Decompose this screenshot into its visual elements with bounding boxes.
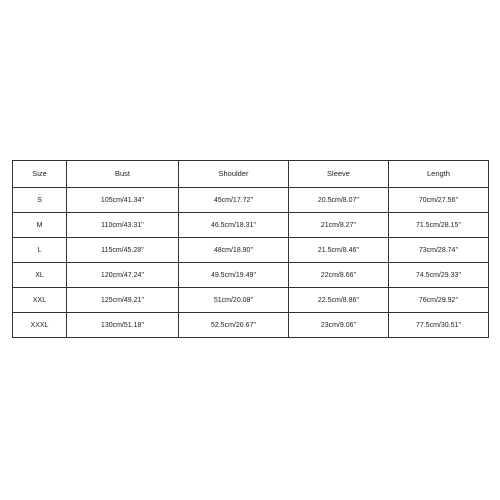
cell-bust: 130cm/51.18''	[67, 313, 179, 338]
cell-size: M	[13, 213, 67, 238]
table-row	[13, 263, 489, 288]
cell-bust: 125cm/49.21''	[67, 288, 179, 313]
cell-sleeve: 20.5cm/8.07''	[289, 188, 389, 213]
cell-bust: 115cm/45.28''	[67, 238, 179, 263]
cell-length: 70cm/27.56''	[389, 188, 489, 213]
cell-length: 71.5cm/28.15''	[389, 213, 489, 238]
header-sleeve: Sleeve	[289, 161, 389, 188]
table-row	[13, 213, 489, 238]
cell-shoulder: 49.5cm/19.49''	[179, 263, 289, 288]
cell-length: 76cm/29.92''	[389, 288, 489, 313]
cell-bust: 110cm/43.31''	[67, 213, 179, 238]
cell-shoulder: 48cm/18.90''	[179, 238, 289, 263]
cell-sleeve: 22.5cm/8.86''	[289, 288, 389, 313]
table-row	[13, 188, 489, 213]
cell-size: XL	[13, 263, 67, 288]
cell-shoulder: 45cm/17.72''	[179, 188, 289, 213]
cell-sleeve: 22cm/8.66''	[289, 263, 389, 288]
cell-shoulder: 46.5cm/18.31''	[179, 213, 289, 238]
cell-size: XXXL	[13, 313, 67, 338]
cell-size: S	[13, 188, 67, 213]
header-length: Length	[389, 161, 489, 188]
cell-bust: 105cm/41.34''	[67, 188, 179, 213]
header-size: Size	[13, 161, 67, 188]
cell-size: L	[13, 238, 67, 263]
cell-shoulder: 52.5cm/20.67''	[179, 313, 289, 338]
cell-length: 73cm/28.74''	[389, 238, 489, 263]
cell-sleeve: 23cm/9.06''	[289, 313, 389, 338]
cell-shoulder: 51cm/20.08''	[179, 288, 289, 313]
header-bust: Bust	[67, 161, 179, 188]
table-row	[13, 238, 489, 263]
cell-bust: 120cm/47.24''	[67, 263, 179, 288]
cell-sleeve: 21.5cm/8.46''	[289, 238, 389, 263]
size-chart-table	[12, 160, 489, 338]
table-row	[13, 313, 489, 338]
table-row	[13, 288, 489, 313]
table-header-row	[13, 161, 489, 188]
cell-length: 74.5cm/29.33''	[389, 263, 489, 288]
header-shoulder: Shoulder	[179, 161, 289, 188]
cell-size: XXL	[13, 288, 67, 313]
cell-length: 77.5cm/30.51''	[389, 313, 489, 338]
cell-sleeve: 21cm/8.27''	[289, 213, 389, 238]
